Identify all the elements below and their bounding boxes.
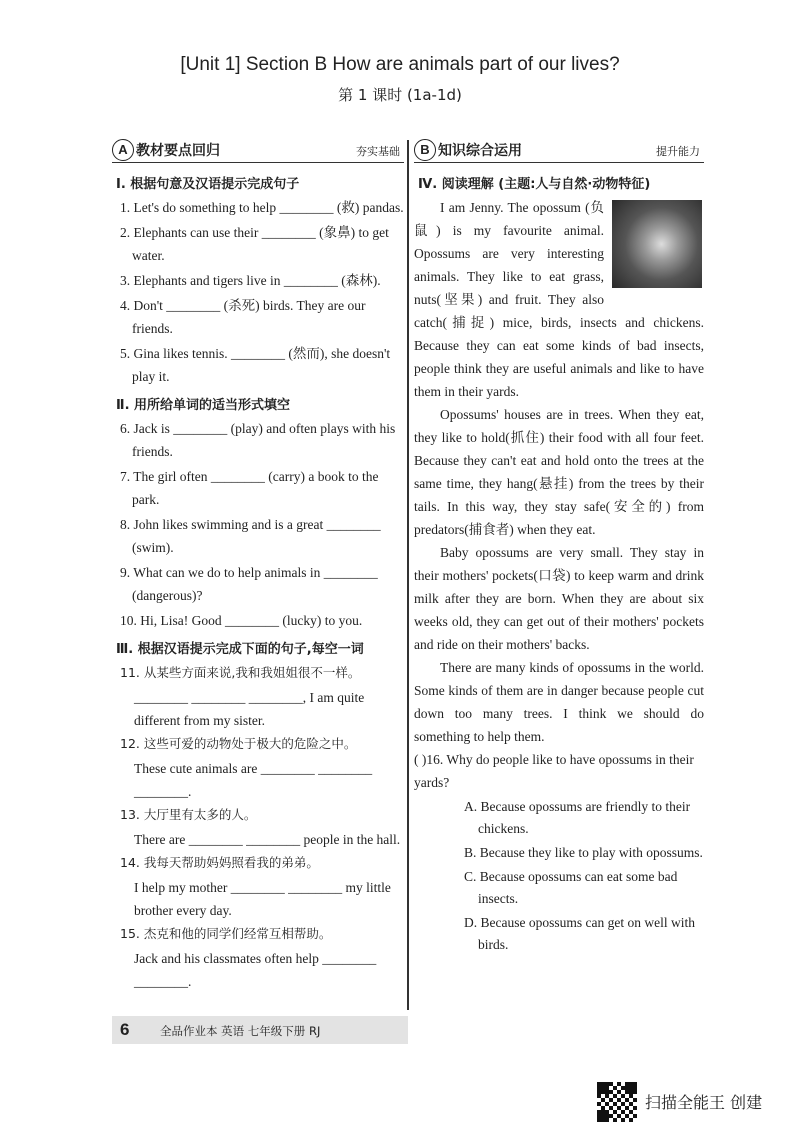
question-5: 5. Gina likes tennis. ________ (然而), she doesn't play it.: [120, 346, 391, 384]
reading-passage: [414, 196, 704, 748]
question-6: 6. Jack is ________ (play) and often plays with his friends.: [120, 421, 396, 459]
option-a: A. Because opossums are friendly to their chickens.: [464, 799, 691, 836]
passage-paragraph-3: Baby opossums are very small. They stay in their mothers' pockets(口袋) to keep warm and drink milk after they are born. When they are about six weeks old, they can get out of their mothers' pockets and ride on their mothers' backs.: [414, 545, 704, 652]
option-b: B. Because they like to play with opossums.: [464, 845, 703, 860]
page-number: 6: [120, 1020, 130, 1039]
qr-code-icon: [597, 1082, 637, 1122]
question-14-english: I help my mother ________ ________ my little brother every day.: [134, 880, 391, 918]
section-a-badge: A: [112, 139, 134, 161]
question-15-chinese: 15. 杰克和他的同学们经常互相帮助。: [120, 926, 332, 941]
question-16: ( )16. Why do people like to have opossums in their yards?: [414, 752, 694, 790]
section-b-title: 知识综合运用: [438, 143, 522, 159]
section-a-header: [112, 138, 404, 163]
question-12-chinese: 12. 这些可爱的动物处于极大的危险之中。: [120, 736, 357, 751]
part-1-heading: Ⅰ. 根据句意及汉语提示完成句子: [116, 177, 300, 192]
question-11-chinese: 11. 从某些方面来说,我和我姐姐很不一样。: [120, 665, 361, 680]
question-4: 4. Don't ________ (杀死) birds. They are our friends.: [120, 298, 366, 336]
part-4-heading: Ⅳ. 阅读理解 (主题:人与自然·动物特征): [418, 177, 651, 192]
question-3: 3. Elephants and tigers live in ________ (森林).: [120, 273, 381, 288]
right-column: [414, 138, 704, 958]
column-divider: [407, 140, 409, 1010]
section-a-title: 教材要点回归: [136, 143, 220, 159]
section-b-tag: 提升能力: [656, 145, 700, 158]
question-1: 1. Let's do something to help ________ (救) pandas.: [120, 200, 404, 215]
question-11-english: ________ ________ ________, I am quite different from my sister.: [134, 690, 365, 728]
question-8: 8. John likes swimming and is a great ________ (swim).: [120, 517, 381, 555]
lesson-subtitle: 第 1 课时 (1a-1d): [338, 86, 462, 104]
book-info: 全品作业本 英语 七年级下册 RJ: [160, 1024, 321, 1038]
scanner-watermark: 扫描全能王 创建: [645, 1093, 763, 1112]
question-10: 10. Hi, Lisa! Good ________ (lucky) to you.: [120, 613, 363, 628]
passage-paragraph-2: Opossums' houses are in trees. When they eat, they like to hold(抓住) their food with all four feet. Because they can't eat and hold onto the trees at the same time, they hang(悬挂) from the trees by their tails. In this way, they stay safe(安全的) from predators(捕食者) when they eat.: [414, 407, 704, 537]
question-13-chinese: 13. 大厅里有太多的人。: [120, 807, 257, 822]
question-13-english: There are ________ ________ people in the hall.: [134, 832, 401, 847]
page-title: [Unit 1] Section B How are animals part of our lives?: [180, 54, 620, 75]
question-14-chinese: 14. 我每天帮助妈妈照看我的弟弟。: [120, 855, 319, 870]
left-column: [112, 138, 404, 993]
part-3-heading: Ⅲ. 根据汉语提示完成下面的句子,每空一词: [116, 642, 364, 657]
option-c: C. Because opossums can eat some bad insects.: [464, 869, 678, 906]
page-footer: [112, 1016, 408, 1044]
passage-paragraph-4: There are many kinds of opossums in the world. Some kinds of them are in danger because people cut down too many trees. I think we should do something to help them.: [414, 660, 704, 744]
question-2: 2. Elephants can use their ________ (象鼻) to get water.: [120, 225, 389, 263]
passage-paragraph-1: I am Jenny. The opossum (负鼠) is my favourite animal. Opossums are very interesting animals. They like to eat grass, nuts(坚果) and fruit. They also catch(捕捉) mice, birds, insects and chickens. Because they can eat some kinds of bad insects, people think they are useful animals and like to have them in their yards.: [414, 200, 704, 399]
opossum-photo: [612, 200, 702, 288]
section-b-badge: B: [414, 139, 436, 161]
question-12-english: These cute animals are ________ ________ ________.: [134, 761, 373, 799]
part-2-heading: Ⅱ. 用所给单词的适当形式填空: [116, 398, 291, 413]
section-b-header: [414, 138, 704, 163]
option-d: D. Because opossums can get on well with birds.: [464, 915, 695, 952]
question-9: 9. What can we do to help animals in ________ (dangerous)?: [120, 565, 378, 603]
question-15-english: Jack and his classmates often help ________ ________.: [134, 951, 377, 989]
question-7: 7. The girl often ________ (carry) a book to the park.: [120, 469, 379, 507]
section-a-tag: 夯实基础: [356, 145, 400, 158]
